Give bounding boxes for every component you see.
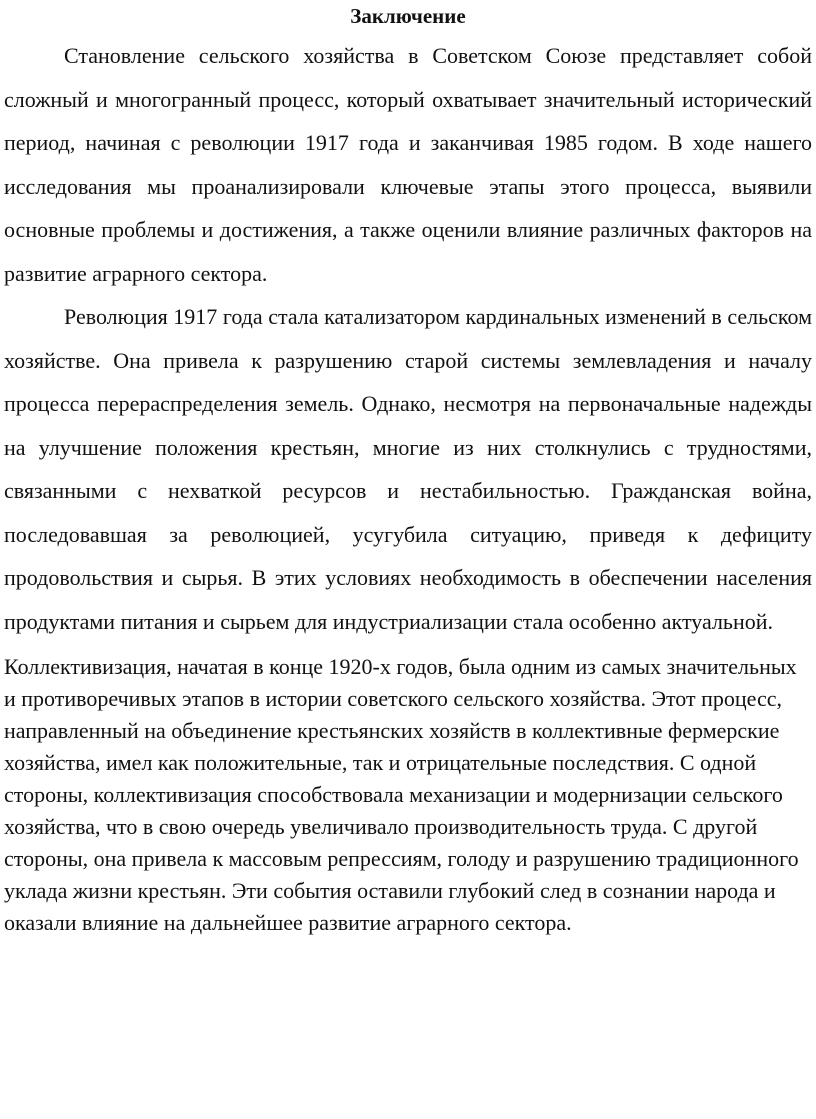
document-title: Заключение xyxy=(350,4,466,28)
paragraph-collectivization: Коллективизация, начатая в конце 1920-х годов, была одним из самых значительных и противоречивых этапов в истории советского сельского хозяйства. Этот процесс, направленный на объединение крестьянских хозяйств в коллективные фермерские хозяйства, имел как положительные, так и отрицательные последствия. С одной стороны, коллективизация способствовала механизации и модернизации сельского хозяйства, что в свою очередь увеличивало производительность труда. С другой стороны, она привела к массовым репрессиям, голоду и разрушению традиционного уклада жизни крестьян. Эти события оставили глубокий след в сознании народа и оказали влияние на дальнейшее развитие аграрного сектора. xyxy=(4,654,799,935)
paragraph-introduction: Становление сельского хозяйства в Советском Союзе представляет собой сложный и многогранный процесс, который охватывает значительный исторический период, начиная с революции 1917 года и заканчивая 1985 годом. В ходе нашего исследования мы проанализировали ключевые этапы этого процесса, выявили основные проблемы и достижения, а также оценили влияние различных факторов на развитие аграрного сектора. xyxy=(4,43,812,286)
paragraph-revolution: Революция 1917 года стала катализатором кардинальных изменений в сельском хозяйстве. Она привела к разрушению старой системы землевладения и началу процесса перераспределения земель. Однако, несмотря на первоначальные надежды на улучшение положения крестьян, многие из них столкнулись с трудностями, связанными с нехваткой ресурсов и нестабильностью. Гражданская война, последовавшая за революцией, усугубила ситуацию, приведя к дефициту продовольствия и сырья. В этих условиях необходимость в обеспечении населения продуктами питания и сырьем для индустриализации стала особенно актуальной. xyxy=(4,304,812,634)
